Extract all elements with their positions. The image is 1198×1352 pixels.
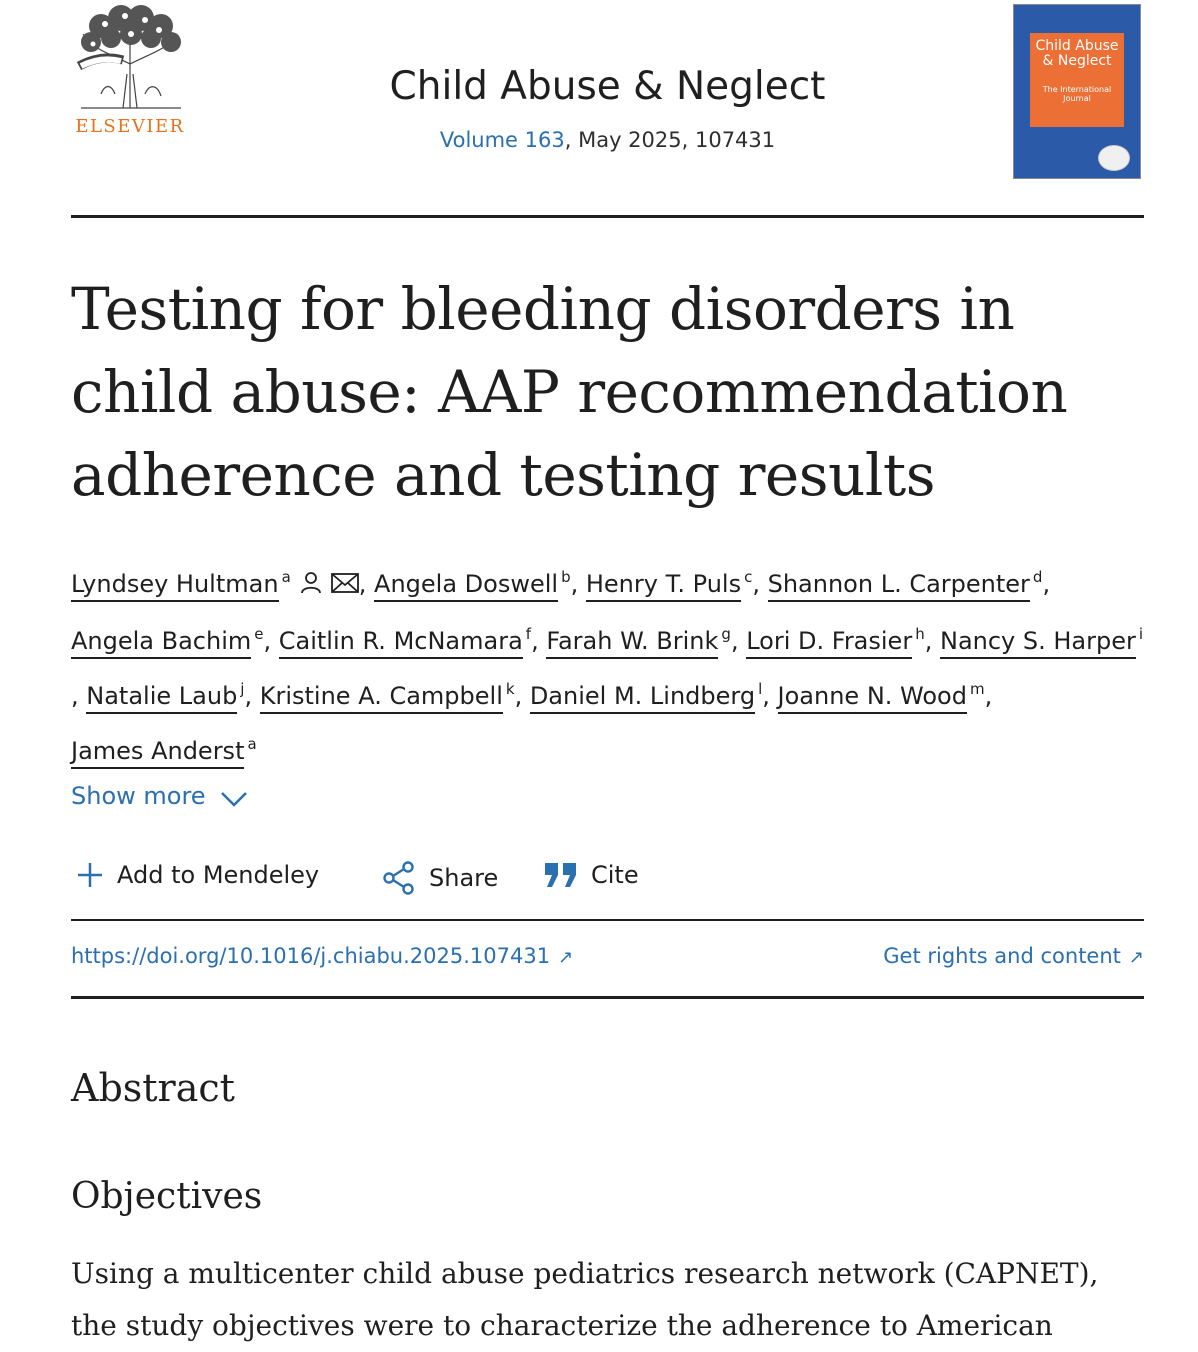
person-icon[interactable] — [299, 562, 323, 610]
author-link[interactable] — [746, 610, 925, 665]
publisher-name: ELSEVIER — [75, 116, 185, 137]
author-name: Shannon L. Carpenter — [768, 570, 1030, 602]
author-affiliation: d — [1032, 568, 1043, 586]
get-rights-link[interactable] — [883, 944, 1144, 968]
mendeley-label: Add to Mendeley — [117, 861, 320, 889]
author-name: Angela Bachim — [71, 627, 251, 659]
author-name: Henry T. Puls — [586, 570, 741, 602]
author-name: Lori D. Frasier — [746, 627, 912, 659]
quote-icon — [543, 860, 579, 890]
author-affiliation: a — [247, 735, 257, 753]
share-button[interactable] — [381, 860, 498, 896]
author-affiliation: j — [240, 680, 245, 698]
author-name: Lyndsey Hultman — [71, 570, 279, 602]
volume-link[interactable]: Volume 163 — [439, 128, 565, 152]
author-link[interactable] — [374, 553, 571, 608]
doi-link[interactable] — [71, 944, 573, 968]
author-name: Joanne N. Wood — [778, 682, 967, 714]
author-link[interactable] — [546, 610, 731, 665]
author-link[interactable] — [71, 553, 359, 610]
cover-title: Child Abuse & Neglect — [1035, 38, 1119, 69]
author-link[interactable] — [260, 665, 515, 720]
external-link-icon: ↗ — [558, 947, 574, 968]
author-link[interactable] — [586, 553, 752, 608]
author-name: Kristine A. Campbell — [260, 682, 503, 714]
author-affiliation: l — [758, 680, 763, 698]
share-icon — [381, 860, 417, 896]
author-name: Daniel M. Lindberg — [530, 682, 755, 714]
author-name: Nancy S. Harper — [940, 627, 1136, 659]
plus-icon — [75, 860, 105, 890]
author-affiliation: e — [254, 625, 264, 643]
doi-link-text: https://doi.org/10.1016/j.chiabu.2025.107431 — [71, 944, 551, 968]
author-link[interactable] — [768, 553, 1043, 608]
doi-divider — [71, 996, 1144, 999]
share-label: Share — [429, 864, 499, 892]
chevron-down-icon — [220, 790, 248, 808]
external-link-icon: ↗ — [1128, 947, 1144, 968]
author-affiliation: b — [561, 568, 571, 586]
author-link[interactable] — [530, 665, 762, 720]
journal-issue-info — [71, 128, 1144, 152]
journal-title[interactable]: Child Abuse & Neglect — [389, 64, 826, 109]
author-affiliation: i — [1138, 625, 1144, 643]
author-name: James Anderst — [71, 737, 244, 769]
author-name: Angela Doswell — [374, 570, 558, 602]
envelope-icon[interactable] — [331, 562, 359, 610]
actions-divider — [71, 919, 1144, 921]
journal-cover-image[interactable] — [1013, 4, 1141, 179]
objectives-paragraph: Using a multicenter child abuse pediatrics research network (CAPNET), the study objectives were to characterize the adherence to American — [71, 1257, 1099, 1342]
header-divider — [71, 215, 1144, 218]
article-title: Testing for bleeding disorders in child abuse: AAP recommendation adherence and testing results — [71, 275, 1068, 509]
objectives-heading: Objectives — [71, 1176, 263, 1217]
cover-subtitle: The International Journal — [1042, 85, 1112, 103]
cover-seal-icon — [1098, 145, 1130, 171]
article-actions — [71, 860, 1144, 904]
show-more-button[interactable] — [71, 782, 248, 810]
author-list: Lyndsey Hultman $^a$ , Angela Doswell $^b$, Henry T. Puls $^c$, Shannon L. Carpenter $^d$, Angela Bachim $^e$, Caitlin R. McNamara $^f$, Farah W. Brink $^g$, Lori D. Frasier $^h$, Nancy S. Harper $^i$, Natalie Laub $^j$, Kristine A. Campbell $^k$, Daniel M. Lindberg $^l$, Joanne N. Wood $^m$, James Anderst $^a$ — [71, 553, 1144, 775]
author-affiliation: c — [744, 568, 753, 586]
author-affiliation: g — [721, 625, 731, 643]
author-affiliation: a — [281, 568, 291, 586]
author-link[interactable] — [940, 610, 1143, 665]
author-affiliation: m — [969, 680, 985, 698]
cite-label: Cite — [591, 861, 639, 889]
rights-link-text: Get rights and content — [883, 944, 1121, 968]
author-affiliation: h — [915, 625, 925, 643]
author-link[interactable] — [71, 720, 257, 775]
author-name: Natalie Laub — [86, 682, 237, 714]
author-name: Caitlin R. McNamara — [279, 627, 523, 659]
author-name: Farah W. Brink — [546, 627, 718, 659]
journal-header — [71, 0, 1144, 215]
abstract-heading: Abstract — [71, 1066, 235, 1110]
author-affiliation: f — [525, 625, 532, 643]
issue-details: , May 2025, 107431 — [564, 128, 776, 152]
cite-button[interactable] — [543, 860, 639, 890]
author-link[interactable] — [778, 665, 985, 720]
add-to-mendeley-button[interactable] — [75, 860, 319, 890]
show-more-label: Show more — [71, 782, 206, 810]
author-link[interactable] — [86, 665, 244, 720]
author-link[interactable] — [279, 610, 531, 665]
author-affiliation: k — [505, 680, 515, 698]
author-link[interactable] — [71, 610, 264, 665]
